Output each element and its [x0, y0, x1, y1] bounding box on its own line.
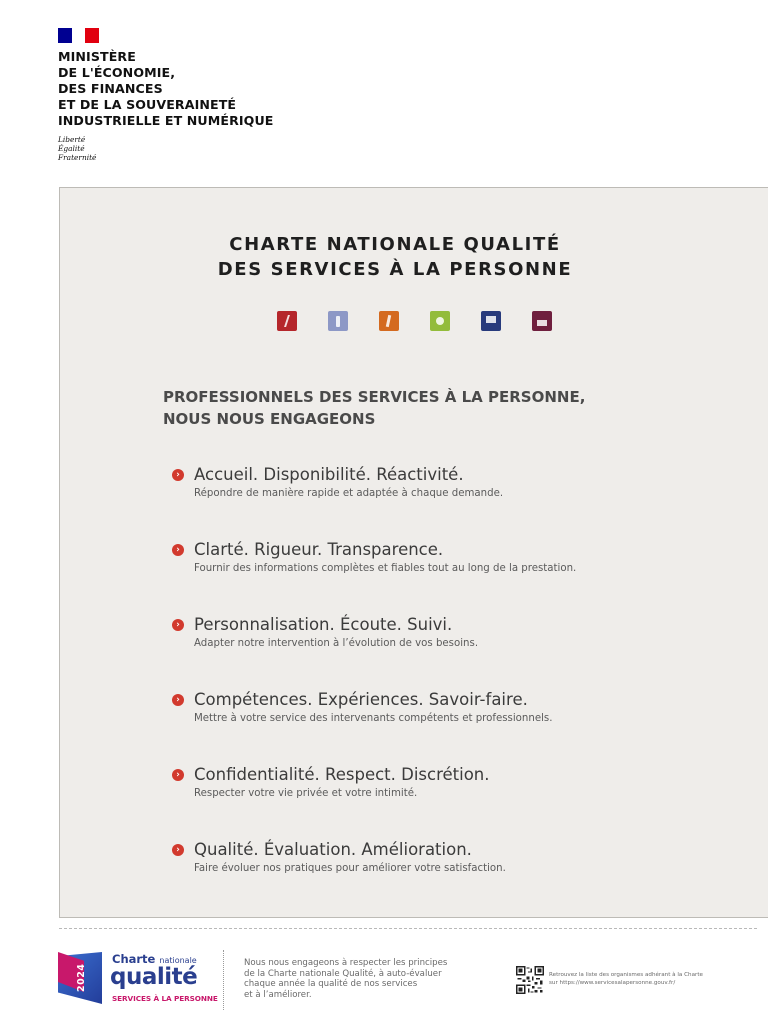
charte-badge-icon	[58, 952, 102, 1004]
commitment-item	[172, 689, 752, 764]
commitment-list	[172, 464, 752, 914]
commitment-title: Confidentialité. Respect. Discrétion.	[194, 765, 490, 784]
commitment-description: Faire évoluer nos pratiques pour améliorer votre satisfaction.	[194, 863, 506, 874]
arrow-circle-icon: ›	[172, 769, 184, 781]
commitment-item	[172, 539, 752, 614]
charte-qualite-logo	[56, 950, 218, 1012]
ministry-header	[58, 28, 418, 163]
commitment-description: Adapter notre intervention à l’évolution de vos besoins.	[194, 638, 479, 649]
commitment-description: Respecter votre vie privée et votre intimité.	[194, 788, 418, 799]
commitment-heading-line: PROFESSIONNELS DES SERVICES À LA PERSONNE,	[163, 388, 586, 406]
commitment-item	[172, 764, 752, 839]
charter-title	[60, 232, 768, 282]
engagement-line: chaque année la qualité de nos services	[244, 979, 418, 990]
ministry-line: ET DE LA SOUVERAINETÉ	[58, 97, 237, 112]
ministry-line: INDUSTRIELLE ET NUMÉRIQUE	[58, 113, 274, 128]
charter-title-line: DES SERVICES À LA PERSONNE	[217, 259, 573, 280]
red-category-icon	[277, 311, 297, 331]
arrow-circle-icon: ›	[172, 694, 184, 706]
republique-francaise-flag-icon	[58, 28, 99, 43]
ministry-line: DE L'ÉCONOMIE,	[58, 65, 176, 80]
footer-separator	[223, 950, 224, 1010]
commitment-heading-line: NOUS NOUS ENGAGEONS	[163, 410, 376, 428]
engagement-line: Nous nous engageons à respecter les principes	[244, 958, 448, 968]
logo-nationale-word: nationale	[159, 956, 197, 965]
commitment-item	[172, 614, 752, 689]
orange-category-icon	[379, 311, 399, 331]
qr-code-icon[interactable]	[516, 966, 544, 994]
green-category-icon	[430, 311, 450, 331]
arrow-circle-icon: ›	[172, 844, 184, 856]
ministry-line: DES FINANCES	[58, 81, 163, 96]
logo-qualite-word: qualité	[110, 964, 198, 990]
category-icons	[277, 311, 583, 331]
ministry-line: MINISTÈRE	[58, 49, 136, 64]
commitment-item	[172, 464, 752, 539]
qr-note-line: Retrouvez la liste des organismes adhérant à la Charte	[549, 972, 703, 978]
commitment-description: Mettre à votre service des intervenants compétents et professionnels.	[194, 713, 553, 724]
qr-note	[549, 972, 703, 987]
engagement-statement	[244, 958, 447, 1000]
logo-tagline: SERVICES À LA PERSONNE	[112, 994, 218, 1003]
commitment-description: Répondre de manière rapide et adaptée à chaque demande.	[194, 488, 504, 499]
charter-title-line: CHARTE NATIONALE QUALITÉ	[229, 234, 561, 255]
commitment-title: Accueil. Disponibilité. Réactivité.	[194, 465, 464, 484]
commitment-description: Fournir des informations complètes et fiables tout au long de la prestation.	[194, 563, 577, 574]
motto-line: Liberté	[58, 135, 86, 144]
navy-category-icon	[481, 311, 501, 331]
logo-year: 2024	[76, 963, 87, 992]
ministry-name	[58, 49, 418, 129]
engagement-line: de la Charte nationale Qualité, à auto-évaluer	[244, 968, 442, 979]
commitment-heading	[163, 386, 585, 430]
qr-note-line: sur https://www.servicesalapersonne.gouv.fr/	[549, 979, 676, 986]
arrow-circle-icon: ›	[172, 544, 184, 556]
engagement-line: et à l’améliorer.	[244, 989, 312, 1000]
burgundy-category-icon	[532, 311, 552, 331]
logo-charte-word: Charte	[112, 952, 156, 966]
motto-line: Égalité	[58, 144, 85, 154]
lavender-category-icon	[328, 311, 348, 331]
commitment-title: Personnalisation. Écoute. Suivi.	[194, 615, 453, 634]
arrow-circle-icon: ›	[172, 619, 184, 631]
arrow-circle-icon: ›	[172, 469, 184, 481]
commitment-title: Compétences. Expériences. Savoir-faire.	[194, 690, 528, 709]
commitment-title: Qualité. Évaluation. Amélioration.	[194, 840, 472, 859]
charter-panel	[59, 187, 768, 918]
commitment-item	[172, 839, 752, 914]
motto-line: Fraternité	[58, 153, 97, 163]
republic-motto	[58, 135, 418, 163]
footer-divider	[59, 928, 757, 929]
commitment-title: Clarté. Rigueur. Transparence.	[194, 540, 444, 559]
